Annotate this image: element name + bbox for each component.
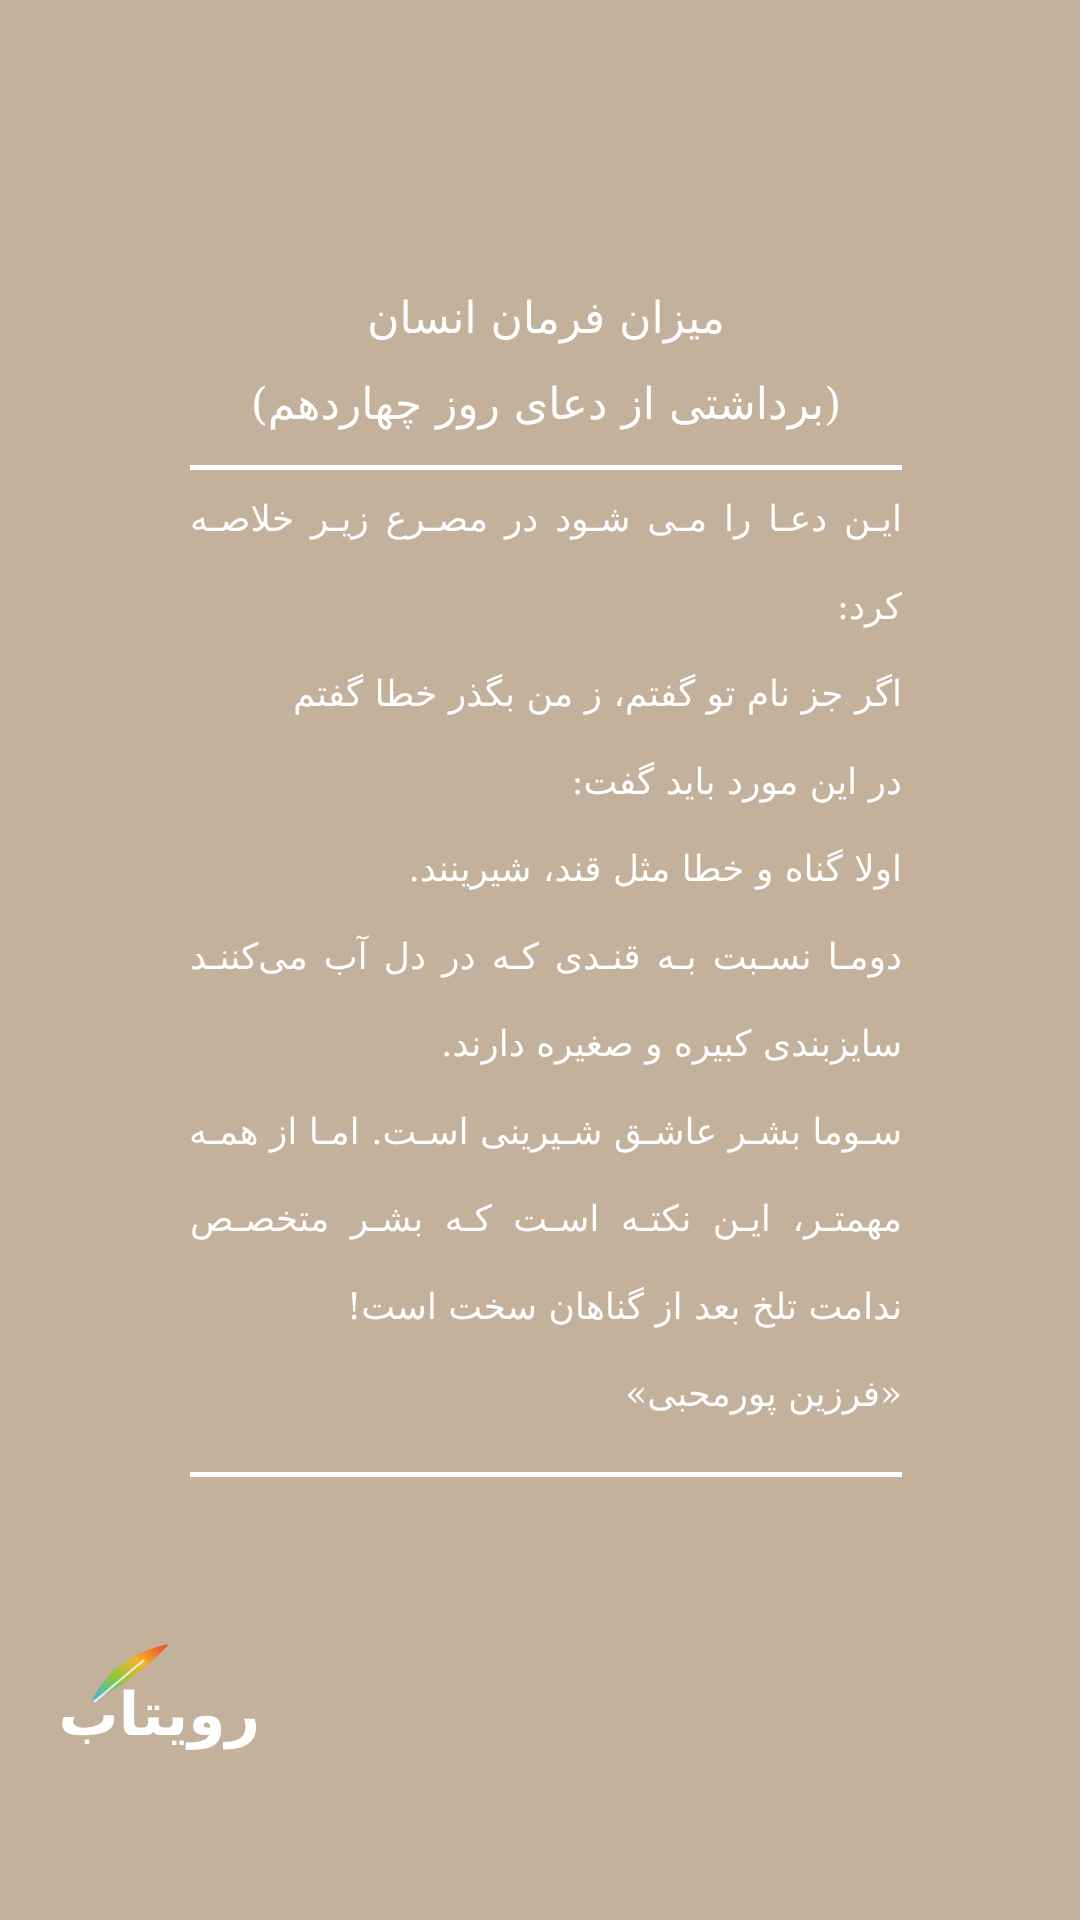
title-block xyxy=(190,276,902,448)
body-line-6: دومـا نسـبت بـه قنـدی کـه در دل آب می‌کننـد xyxy=(190,936,902,978)
top-divider xyxy=(190,465,902,470)
brand-logo xyxy=(58,1640,260,1760)
body-line-5: اولا گناه و خطا مثل قند، شیرینند. xyxy=(408,849,902,890)
body-line-9: مهمتـر، ایـن نکتـه اسـت کـه بشـر متخصـص xyxy=(190,1199,902,1240)
body-line-7: سایزبندی کبیره و صغیره دارند. xyxy=(440,1024,902,1065)
body-line-2: کرد: xyxy=(836,586,902,628)
body-line-4: در این مورد باید گفت: xyxy=(571,761,902,803)
body-line-10: ندامت تلخ بعد از گناهان سخت است! xyxy=(346,1286,902,1328)
body-line-8: سـوما بشـر عاشـق شـیرینی اسـت. امـا از همـه xyxy=(188,1111,902,1153)
bottom-divider xyxy=(190,1472,902,1477)
author-signature: «فرزین پورمحبی» xyxy=(625,1374,902,1415)
page-title: میزان فرمان انسان xyxy=(367,293,725,344)
body-line-1: ایـن دعـا را مـی شـود در مصـرع زیـر خلاصـه xyxy=(190,499,902,540)
body-text xyxy=(190,476,902,1439)
brand-logo-text: رویتاب xyxy=(58,1680,260,1750)
body-line-3: اگر جز نام تو گفتم، ز من بگذر خطا گفتم xyxy=(293,674,902,715)
page-subtitle: (برداشتی از دعای روز چهاردهم) xyxy=(250,379,842,430)
